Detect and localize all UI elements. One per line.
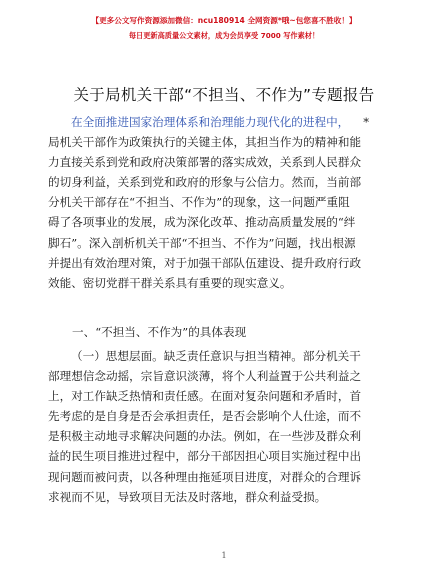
paragraph-line: 部理想信念动摇，宗旨意识淡薄，将个人利益置于公共利益之 bbox=[48, 369, 362, 384]
paragraph-line: 益的民生项目推进过程中，部分干部因担心项目实施过程中出 bbox=[48, 449, 362, 464]
paragraph-line: 上，对工作缺乏热情和责任感。在面对复杂问题和矛盾时，首 bbox=[48, 389, 362, 404]
paragraph-line: 效能、密切党群干群关系具有重要的现实意义。 bbox=[48, 275, 292, 290]
section-heading: 一、“不担当、不作为”的具体表现 bbox=[72, 325, 247, 339]
promo-banner bbox=[0, 14, 448, 42]
paragraph-line: 并提出有效治理对策，对于加强干部队伍建设、提升政府行政 bbox=[48, 255, 362, 270]
margin-marker: * bbox=[363, 115, 370, 129]
paragraph-line: 的切身利益，关系到党和政府的形象与公信力。然而，当前部 bbox=[48, 175, 362, 190]
paragraph-line: 求视而不见，导致项目无法及时落地，群众利益受损。 bbox=[48, 489, 327, 504]
highlighted-text: 在全面推进国家治理体系和治理能力现代化的进程中， bbox=[71, 115, 350, 129]
document-title: 关于局机关干部“不担当、不作为”专题报告 bbox=[73, 86, 375, 104]
paragraph-line bbox=[48, 112, 384, 132]
promo-banner-line-1: 【更多公文写作资源添加微信：ncu180914 全网资源*哦~包您喜不胜收！】 bbox=[91, 16, 357, 25]
paragraph-line: 力直接关系到党和政府决策部署的落实成效，关系到人民群众 bbox=[48, 155, 362, 170]
paragraph-line: 现问题而被问责，以各种理由拖延项目进度，对群众的合理诉 bbox=[48, 469, 362, 484]
promo-banner-line-2: 每日更新高质量公文素材，成为会员享受 7000 写作素材！ bbox=[128, 31, 320, 40]
paragraph-line: （一）思想层面。缺乏责任意识与担当精神。部分机关干 bbox=[71, 349, 361, 363]
paragraph-line: 是积极主动地寻求解决问题的办法。例如，在一些涉及群众利 bbox=[48, 429, 362, 444]
page-number: 1 bbox=[221, 551, 227, 560]
section-paragraph bbox=[48, 346, 384, 507]
paragraph-line: 脚石”。深入剖析机关干部“不担当、不作为”问题，找出根源 bbox=[48, 235, 356, 250]
paragraph-line: 局机关干部作为政策执行的关键主体，其担当作为的精神和能 bbox=[48, 135, 362, 150]
paragraph-line: 先考虑的是自身是否会承担责任，是否会影响个人仕途，而不 bbox=[48, 409, 362, 424]
intro-paragraph bbox=[48, 112, 384, 293]
paragraph-line: 分机关干部存在“不担当、不作为”的现象，这一问题严重阻 bbox=[48, 195, 350, 210]
paragraph-line: 碍了各项事业的发展，成为深化改革、推动高质量发展的“绊 bbox=[48, 215, 356, 230]
